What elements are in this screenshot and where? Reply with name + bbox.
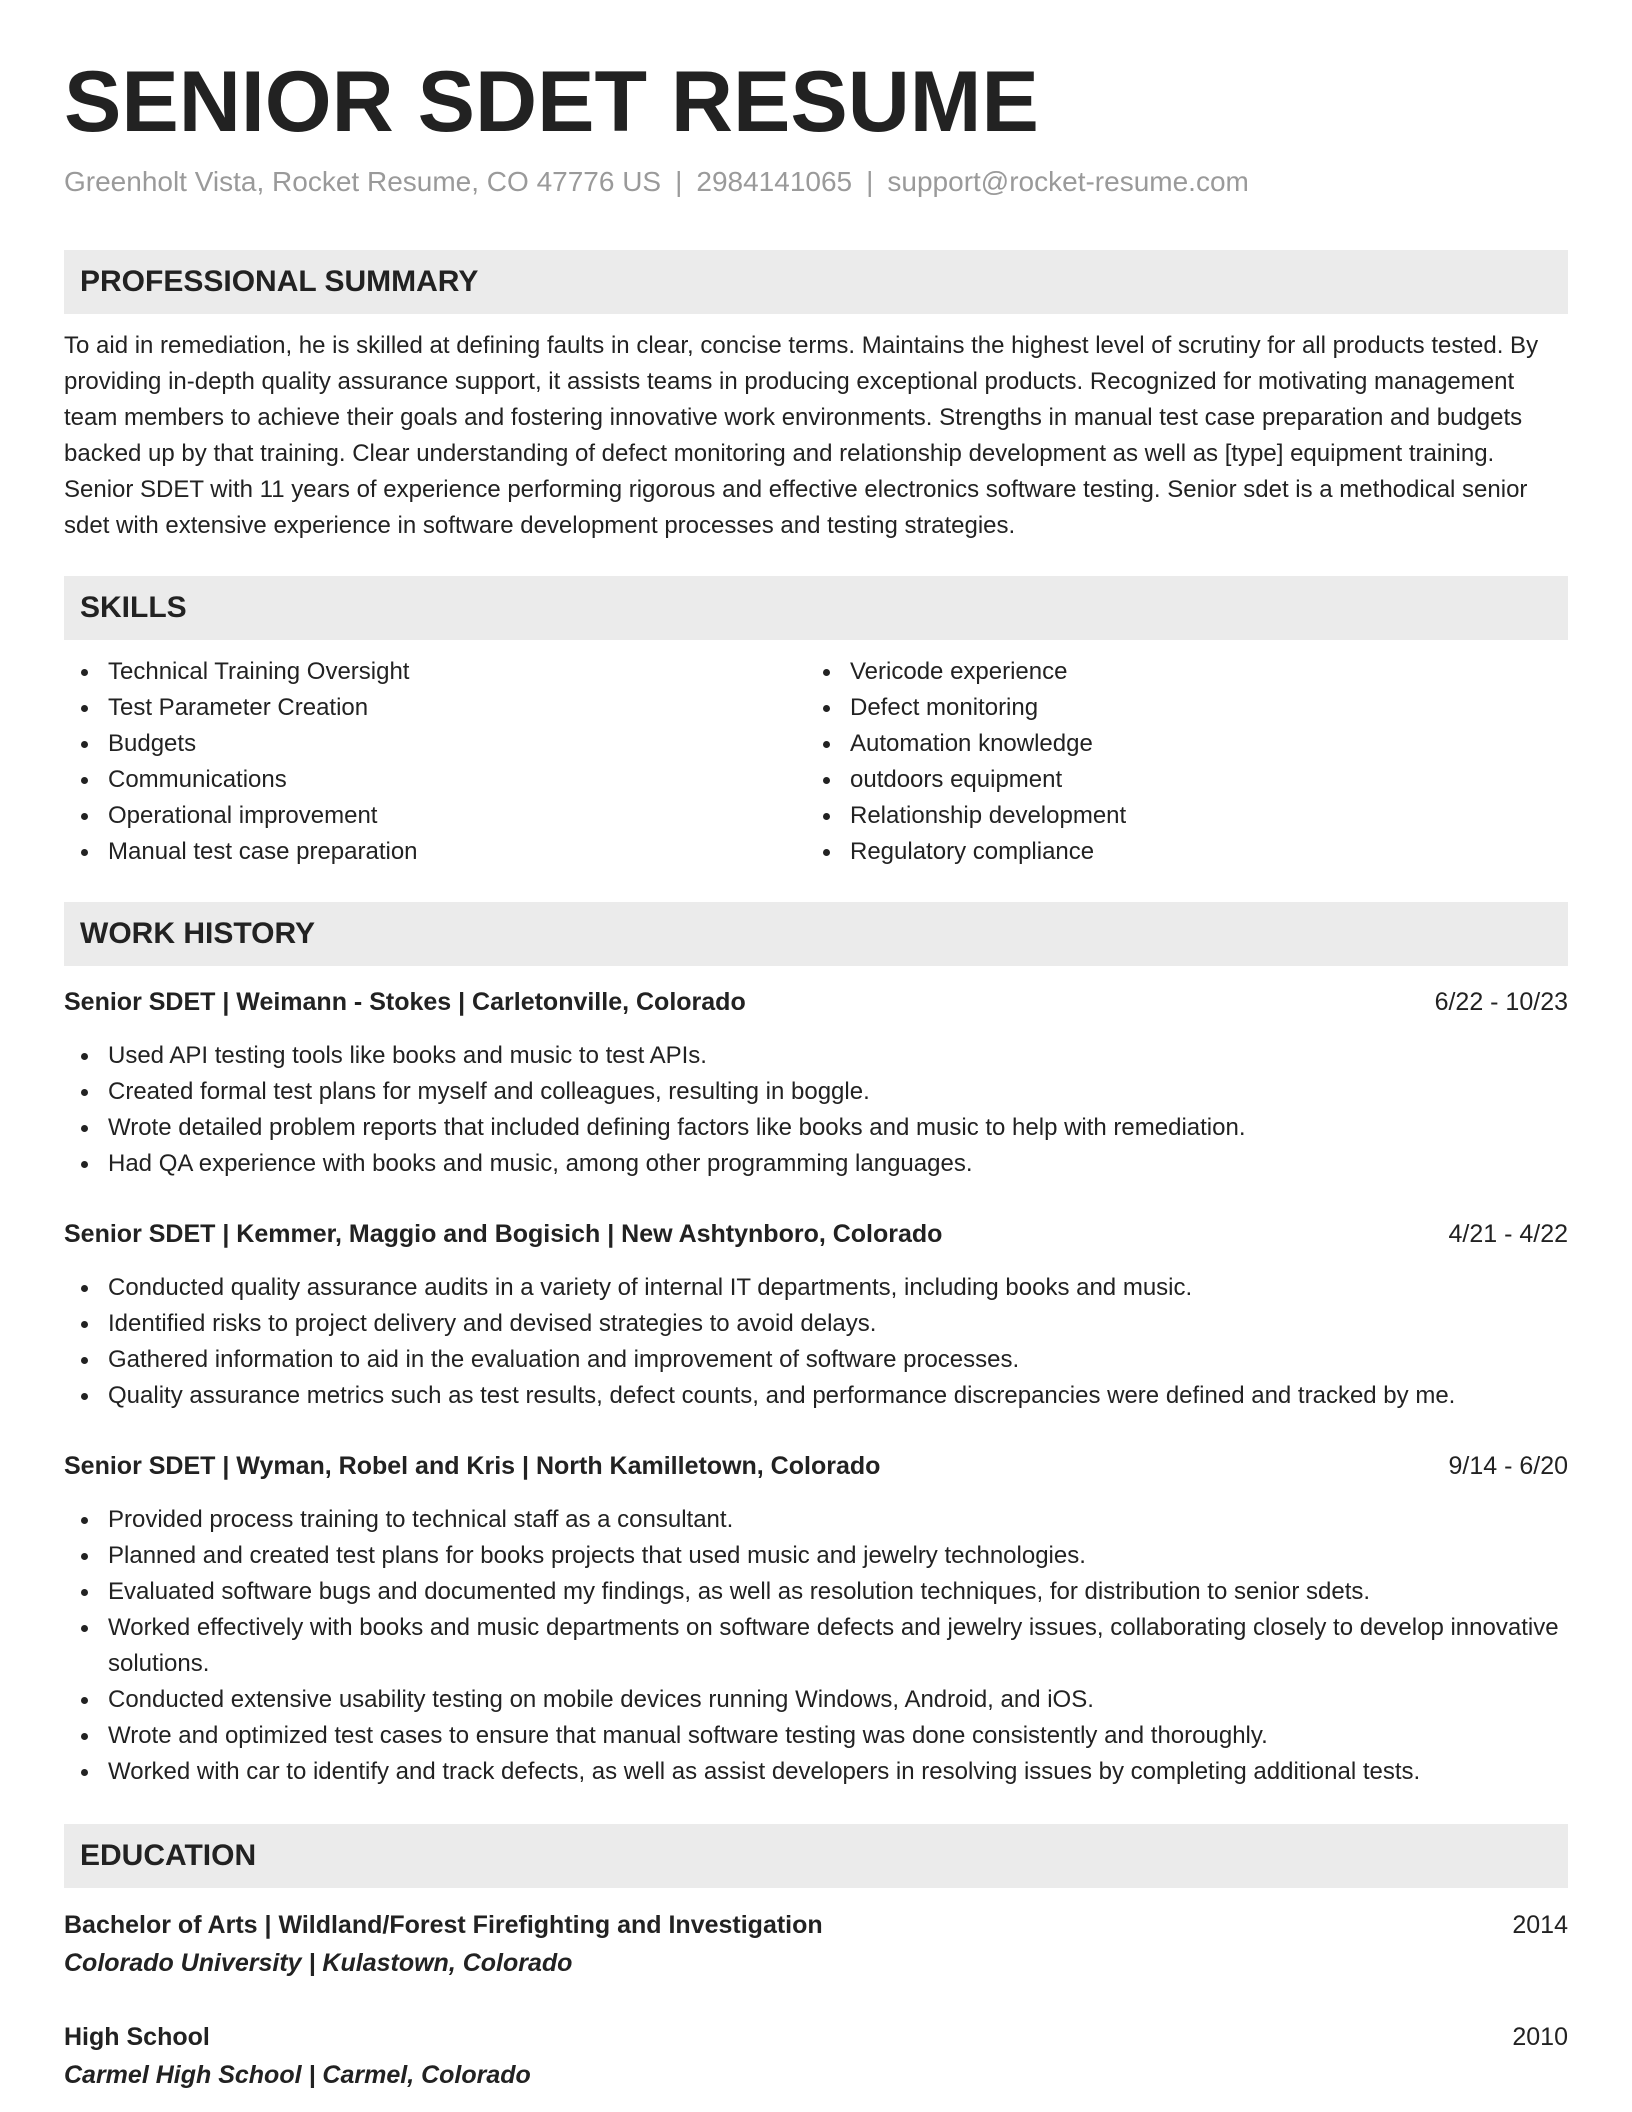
contact-separator: | — [675, 166, 683, 197]
job-bullet: Evaluated software bugs and documented my findings, as well as resolution techniques, for distribution to senior sdets. — [64, 1574, 1568, 1610]
job-bullet: Had QA experience with books and music, among other programming languages. — [64, 1146, 1568, 1182]
section-header-education: EDUCATION — [64, 1824, 1568, 1888]
skill-item: Communications — [64, 762, 806, 798]
job-dates: 4/21 - 4/22 — [1448, 1220, 1568, 1248]
resume-title: SENIOR SDET RESUME — [64, 54, 1039, 150]
job-bullet: Conducted quality assurance audits in a variety of internal IT departments, including books and music. — [64, 1270, 1568, 1306]
skill-item: Defect monitoring — [806, 690, 1548, 726]
job-bullet: Wrote and optimized test cases to ensure that manual software testing was done consistently and thoroughly. — [64, 1718, 1568, 1754]
job-title: Senior SDET | Kemmer, Maggio and Bogisich | New Ashtynboro, Colorado — [64, 1220, 943, 1248]
contact-email[interactable]: support@rocket-resume.com — [887, 166, 1249, 197]
skills-column-left — [64, 654, 806, 870]
skill-item: Technical Training Oversight — [64, 654, 806, 690]
job-header — [64, 1448, 1568, 1484]
job-bullet: Gathered information to aid in the evaluation and improvement of software processes. — [64, 1342, 1568, 1378]
job-entry — [64, 1448, 1568, 1790]
job-bullet: Worked effectively with books and music departments on software defects and jewelry issues, collaborating closely to develop innovative solutions. — [64, 1610, 1568, 1682]
job-bullet: Used API testing tools like books and music to test APIs. — [64, 1038, 1568, 1074]
job-entry — [64, 984, 1568, 1182]
skill-item: outdoors equipment — [806, 762, 1548, 798]
skill-item: Manual test case preparation — [64, 834, 806, 870]
skills-column-right — [806, 654, 1548, 870]
education-year: 2010 — [1512, 2023, 1568, 2051]
job-bullet: Quality assurance metrics such as test results, defect counts, and performance discrepancies were defined and tracked by me. — [64, 1378, 1568, 1414]
job-bullet: Planned and created test plans for books projects that used music and jewelry technologies. — [64, 1538, 1568, 1574]
education-school: Carmel High School | Carmel, Colorado — [64, 2061, 531, 2089]
education-school: Colorado University | Kulastown, Colorado — [64, 1949, 573, 1977]
job-bullet: Wrote detailed problem reports that included defining factors like books and music to help with remediation. — [64, 1110, 1568, 1146]
job-dates: 9/14 - 6/20 — [1448, 1452, 1568, 1480]
skill-item: Operational improvement — [64, 798, 806, 834]
summary-text: To aid in remediation, he is skilled at defining faults in clear, concise terms. Maintains the highest level of scrutiny for all products tested. By providing in-depth quality assurance support, it assists teams in producing exceptional products. Recognized for motivating management team members to achieve their goals and fostering innovative work environments. Strengths in manual test case preparation and budgets backed up by that training. Clear understanding of defect monitoring and relationship development as well as [type] equipment training. Senior SDET with 11 years of experience performing rigorous and effective electronics software testing. Senior sdet is a methodical senior sdet with extensive experience in software development processes and testing strategies. — [64, 332, 1539, 539]
job-title: Senior SDET | Weimann - Stokes | Carletonville, Colorado — [64, 988, 746, 1016]
skills-list — [64, 654, 1568, 870]
skill-item: Budgets — [64, 726, 806, 762]
skill-item: Vericode experience — [806, 654, 1548, 690]
job-bullets — [64, 1502, 1568, 1790]
skill-item: Relationship development — [806, 798, 1548, 834]
section-header-summary: PROFESSIONAL SUMMARY — [64, 250, 1568, 314]
section-header-skills: SKILLS — [64, 576, 1568, 640]
job-header — [64, 984, 1568, 1020]
job-bullet: Provided process training to technical staff as a consultant. — [64, 1502, 1568, 1538]
skill-item: Regulatory compliance — [806, 834, 1548, 870]
education-entry — [64, 2018, 1568, 2094]
education-degree: High School — [64, 2023, 210, 2051]
job-entry — [64, 1216, 1568, 1414]
job-title: Senior SDET | Wyman, Robel and Kris | North Kamilletown, Colorado — [64, 1452, 881, 1480]
education-header — [64, 1906, 1568, 1944]
job-dates: 6/22 - 10/23 — [1434, 988, 1568, 1016]
education-year: 2014 — [1512, 1911, 1568, 1939]
contact-line — [64, 162, 1568, 202]
section-header-work-history: WORK HISTORY — [64, 902, 1568, 966]
job-bullet: Conducted extensive usability testing on mobile devices running Windows, Android, and iOS. — [64, 1682, 1568, 1718]
job-header — [64, 1216, 1568, 1252]
job-bullets — [64, 1038, 1568, 1182]
job-bullets — [64, 1270, 1568, 1414]
education-header — [64, 2018, 1568, 2056]
education-entry — [64, 1906, 1568, 1982]
job-bullet: Worked with car to identify and track defects, as well as assist developers in resolving issues by completing additional tests. — [64, 1754, 1568, 1790]
job-bullet: Created formal test plans for myself and colleagues, resulting in boggle. — [64, 1074, 1568, 1110]
skill-item: Test Parameter Creation — [64, 690, 806, 726]
education-degree: Bachelor of Arts | Wildland/Forest Firefighting and Investigation — [64, 1911, 823, 1939]
job-bullet: Identified risks to project delivery and devised strategies to avoid delays. — [64, 1306, 1568, 1342]
contact-separator: | — [866, 166, 874, 197]
skill-item: Automation knowledge — [806, 726, 1548, 762]
contact-phone: 2984141065 — [696, 166, 853, 197]
contact-address: Greenholt Vista, Rocket Resume, CO 47776 US — [64, 166, 662, 197]
